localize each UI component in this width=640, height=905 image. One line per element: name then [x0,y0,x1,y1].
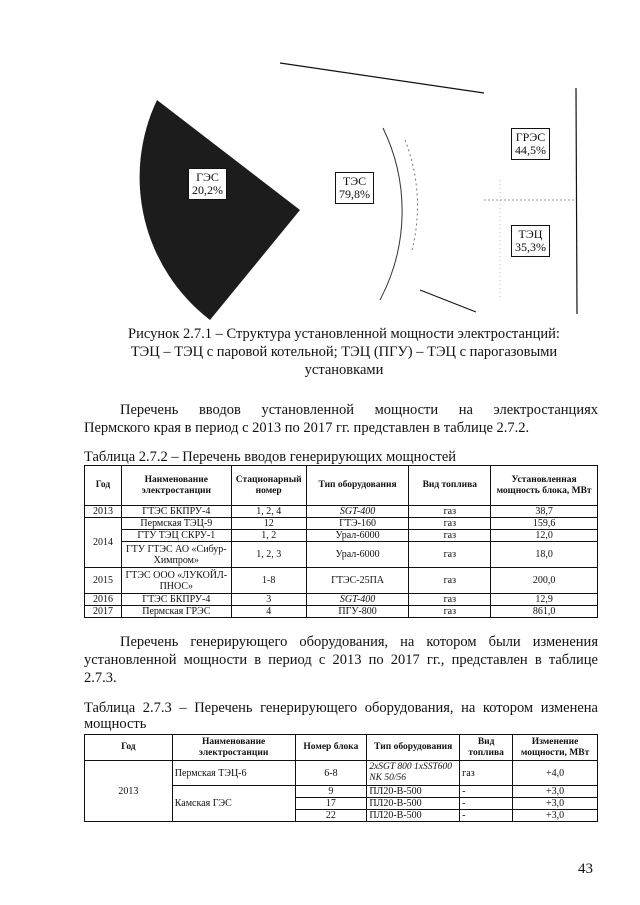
paragraph-1-line2: Пермского края в период с 2013 по 2017 гг. представлен в таблице 2.7.2. [84,420,530,436]
figure-caption: Рисунок 2.7.1 – Структура установленной мощности электростанций: ТЭЦ – ТЭЦ с паровой котельной; ТЭЦ (ПГУ) – ТЭЦ с парогазовыми установками [128,326,560,378]
table-2-7-2 [84,465,598,618]
page-number: 43 [578,861,593,877]
paragraph-2: Перечень генерирующего оборудования, на котором были изменения установленной мощности в период с 2013 по 2017 гг., представлен в таблице 2.7.3. [84,634,598,686]
col-header: Год [85,735,173,761]
connector-top [280,63,484,93]
table-row: 2017 Пермская ГРЭС 4 ПГУ-800 газ 861,0 [85,606,598,618]
col-header: Стационарный номер [231,466,306,506]
table-row: 2014 Пермская ТЭЦ-9 12 ГТЭ-160 газ 159,6 [85,518,598,530]
col-header: Тип оборудования [367,735,460,761]
col-header: Номер блока [295,735,367,761]
col-header: Вид топлива [460,735,513,761]
col-header: Вид топлива [409,466,491,506]
col-header: Изменение мощности, МВт [513,735,598,761]
structure-chart [0,0,640,320]
col-header: Тип оборудования [306,466,409,506]
table-2-7-3 [84,734,598,822]
table-row: 2015 ГТЭС ООО «ЛУКОЙЛ-ПНОС» 1-8 ГТЭС-25ПА газ 200,0 [85,568,598,594]
paragraph-1: Перечень вводов установленной мощности на электростанциях [120,402,598,418]
tes-slice-arc-dotted [405,140,417,250]
tes-slice-arc [380,128,402,300]
table-row: 17 ПЛ20-В-500 - +3,0 [85,798,598,810]
table-row: 22 ПЛ20-В-500 - +3,0 [85,810,598,822]
table-row: ГТУ ТЭЦ СКРУ-1 1, 2 Урал-6000 газ 12,0 [85,530,598,542]
label-ges: ГЭС 20,2% [188,168,227,200]
label-gres: ГРЭС 44,5% [511,128,550,160]
table-row: Камская ГЭС 9 ПЛ20-В-500 - +3,0 [85,786,598,798]
connector-bottom [420,290,476,312]
col-header: Год [85,466,122,506]
bar-right-edge [576,88,577,314]
col-header: Установленная мощность блока, МВт [491,466,598,506]
label-tes: ТЭС 79,8% [335,172,374,204]
table2-caption: Таблица 2.7.3 – Перечень генерирующего оборудования, на котором изменена мощность [84,700,598,732]
table-row: ГТУ ГТЭС АО «Сибур-Химпром» 1, 2, 3 Урал-6000 газ 18,0 [85,542,598,568]
col-header: Наименование электростанции [121,466,231,506]
table1-caption: Таблица 2.7.2 – Перечень вводов генерирующих мощностей [84,449,457,465]
ges-slice [140,100,300,320]
table-row: 2013 Пермская ТЭЦ-6 6-8 2xSGT 800 1xSST600 NK 50/56 газ +4,0 [85,761,598,786]
table-row: 2016 ГТЭС БКПРУ-4 3 SGT-400 газ 12,9 [85,594,598,606]
label-tets: ТЭЦ 35,3% [511,225,550,257]
table-row: 2013 ГТЭС БКПРУ-4 1, 2, 4 SGT-400 газ 38,7 [85,506,598,518]
col-header: Наименование электростанции [172,735,295,761]
